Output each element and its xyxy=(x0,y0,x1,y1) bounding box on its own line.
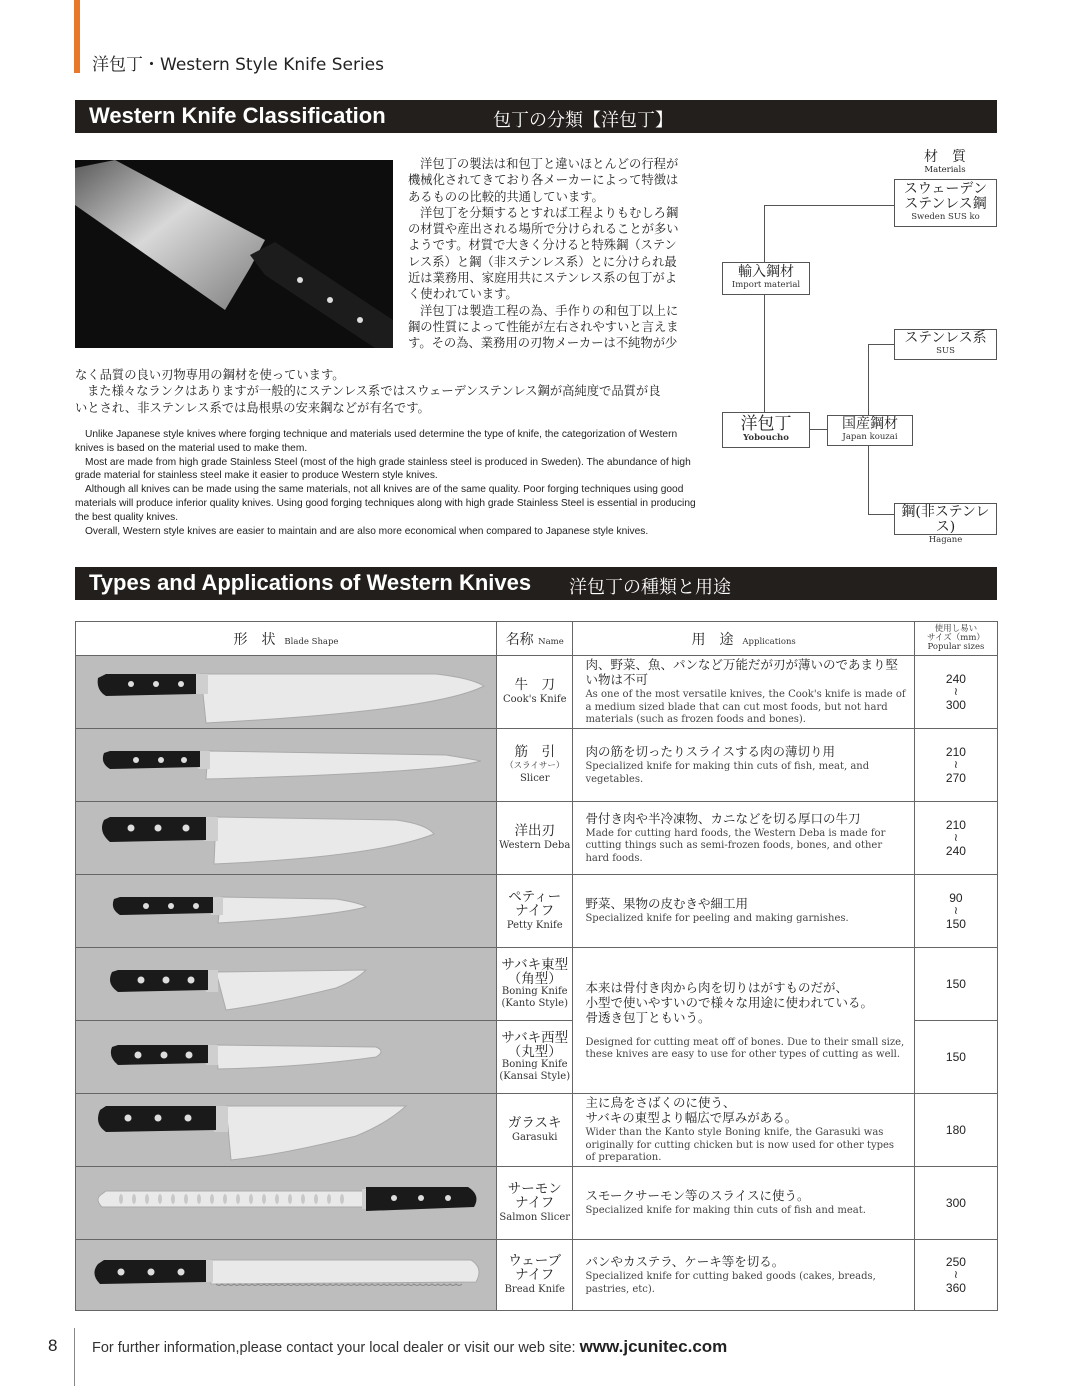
name-jp1: サーモン xyxy=(507,1181,562,1197)
table-row xyxy=(76,1167,998,1240)
app-jp3: 骨透き包丁ともいう。 xyxy=(585,1009,711,1025)
knife-size xyxy=(914,656,997,729)
table-row xyxy=(76,1240,998,1311)
jp-line: 機械化されてきており各メーカーによって特徴は xyxy=(408,173,679,188)
jp-line: く使われています。 xyxy=(408,287,518,302)
knife-shape-garasuki xyxy=(76,1094,497,1167)
header-shape-jp: 形 状 xyxy=(233,631,276,648)
name-en2: (Kanto Style) xyxy=(501,998,568,1009)
name-en1: Boning Knife xyxy=(501,1059,568,1070)
knife-name xyxy=(497,1094,573,1167)
header-name-en: Name xyxy=(538,636,564,647)
knife-application xyxy=(573,729,914,802)
knife-shape-slicer xyxy=(76,729,497,802)
knife-name xyxy=(497,1167,573,1240)
knife-application xyxy=(573,1094,914,1167)
table-row xyxy=(76,1094,998,1167)
size-value: 180 xyxy=(945,1123,966,1137)
name-en1: Boning Knife xyxy=(501,986,568,997)
name-en: Bread Knife xyxy=(504,1284,565,1295)
jp-line: 洋包丁は製造工程の為、手作りの和包丁以上に xyxy=(420,303,679,318)
knife-size xyxy=(914,802,997,875)
name-jp2: （角型） xyxy=(507,971,562,987)
header-app xyxy=(573,622,914,656)
knife-size xyxy=(914,729,997,802)
knife-name xyxy=(497,729,573,802)
app-jp: パンやカステラ、ケーキ等を切る。 xyxy=(585,1254,785,1269)
header-size xyxy=(914,622,997,656)
name-en: Western Deba xyxy=(499,840,571,851)
jp-line: また様々なランクはありますが一般的にステンレス系ではスウェーデンステンレス鋼が高純度で品質が良 xyxy=(87,384,661,399)
yoboucho-en: Yoboucho xyxy=(743,433,789,443)
table-header-row xyxy=(76,622,998,656)
size-min: 210 xyxy=(945,745,966,759)
name-sub: （スライサー） xyxy=(505,761,565,771)
size-value: 150 xyxy=(945,1050,966,1064)
jp-line: 洋包丁を分類するとすれば工程よりもむしろ鋼 xyxy=(420,205,679,220)
jp-line: なく品質の良い刃物専用の鋼材を使っています。 xyxy=(75,368,345,382)
app-jp: 肉の筋を切ったりスライスする肉の薄切り用 xyxy=(585,744,835,759)
name-en: Petty Knife xyxy=(506,920,563,931)
app-jp1: 本来は骨付き肉から肉を切りはがすものだが、 xyxy=(585,979,848,995)
stainless-en: SUS xyxy=(936,346,955,356)
japan-en: Japan kouzai xyxy=(842,432,898,442)
knife-application xyxy=(573,802,914,875)
name-en: Slicer xyxy=(519,773,550,784)
app-en: Made for cutting hard foods, the Western Deba is made for cutting things such as semi-frozen foods, bones, and other hard foods. xyxy=(585,827,886,864)
name-jp1: ペティー xyxy=(508,889,562,905)
header-name-jp: 名称 xyxy=(505,631,534,648)
app-jp1: 主に鳥をさばくのに使う、 xyxy=(585,1095,736,1111)
section-header-types xyxy=(75,567,997,600)
table-row xyxy=(76,875,998,948)
size-value: 300 xyxy=(945,1196,966,1210)
knife-application xyxy=(573,1240,914,1311)
size-tilde: ≀ xyxy=(953,905,958,917)
knife-name xyxy=(497,948,573,1021)
section-title-en: Types and Applications of Western Knives xyxy=(89,570,532,595)
app-en: Specialized knife for making thin cuts of fish and meat. xyxy=(585,1205,866,1217)
knife-size xyxy=(914,1094,997,1167)
size-max: 300 xyxy=(945,698,966,712)
japan-box xyxy=(827,415,913,446)
name-jp: 洋出刃 xyxy=(514,823,555,839)
app-jp2: 小型で使いやすいので様々な用途に使われている。 xyxy=(585,994,873,1010)
import-en: Import material xyxy=(731,280,801,290)
en-para-line: Most are made from high grade Stainless Steel (most of the high grade stainless steel is produced in Sweden). The abundance of high grade material for stainless steel make it easier to produce Western style knives. xyxy=(75,456,691,482)
jp-line: あるものの比較的共通しています。 xyxy=(408,189,604,204)
name-jp1: サバキ西型 xyxy=(501,1030,569,1046)
knife-shape-boning-kanto xyxy=(76,948,497,1021)
header-shape-en: Blade Shape xyxy=(284,636,339,647)
import-box xyxy=(722,262,810,295)
hagane-en: Hagane xyxy=(928,535,963,545)
knife-size xyxy=(914,948,997,1021)
size-min: 90 xyxy=(949,891,963,905)
header-app-en: Applications xyxy=(742,636,796,647)
app-jp: 野菜、果物の皮むきや細工用 xyxy=(585,896,748,912)
knife-name xyxy=(497,802,573,875)
name-jp2: ナイフ xyxy=(515,1267,555,1283)
app-jp2: サバキの東型より幅広で厚みがある。 xyxy=(585,1110,798,1126)
jp-line: す。その為、業務用の刃物メーカーは不純物が少 xyxy=(408,336,678,351)
materials-label xyxy=(895,150,995,175)
japan-jp: 国産鋼材 xyxy=(842,416,898,432)
knife-shape-bread xyxy=(76,1240,497,1311)
knife-size xyxy=(914,1167,997,1240)
connector-line xyxy=(868,514,895,515)
sweden-jp1: スウェーデン xyxy=(903,181,988,197)
table-row xyxy=(76,656,998,729)
knife-size xyxy=(914,875,997,948)
section-title-jp: 包丁の分類【洋包丁】 xyxy=(493,110,673,131)
app-jp: 骨付き肉や半冷凍物、カニなどを切る厚口の牛刀 xyxy=(585,810,861,826)
series-title: 洋包丁・Western Style Knife Series xyxy=(92,55,384,75)
knife-shape-cooks xyxy=(76,656,497,729)
name-jp: 牛 刀 xyxy=(514,677,555,693)
en-para-line: Overall, Western style knives are easier to maintain and are also more economical when compared to Japanese style knives. xyxy=(85,525,649,537)
sweden-box xyxy=(894,179,997,227)
size-max: 240 xyxy=(945,844,966,858)
footer-divider xyxy=(74,1328,75,1386)
jp-line: いとされ、非ステンレス系では島根県の安来鋼などが有名です。 xyxy=(75,400,430,415)
footer-contact-text: For further information,please contact your local dealer or visit our web site: xyxy=(92,1340,576,1356)
jp-line: ようです。材質で大きく分けると特殊鋼（ステン xyxy=(408,238,677,253)
connector-line xyxy=(764,205,894,206)
table-row xyxy=(76,729,998,802)
knife-shape-salmon xyxy=(76,1167,497,1240)
connector-line xyxy=(868,344,895,345)
name-en: Cook's Knife xyxy=(502,694,567,705)
knife-shape-petty xyxy=(76,875,497,948)
size-min: 250 xyxy=(945,1255,966,1269)
knife-application xyxy=(573,1167,914,1240)
knife-size xyxy=(914,1240,997,1311)
knife-name xyxy=(497,875,573,948)
knife-size xyxy=(914,1021,997,1094)
knife-shape-boning-kansai xyxy=(76,1021,497,1094)
connector-line xyxy=(764,205,765,263)
materials-label-jp: 材 質 xyxy=(924,149,966,165)
size-max: 360 xyxy=(945,1281,966,1295)
app-en: Specialized knife for cutting baked goods (cakes, breads, pastries, etc). xyxy=(585,1271,876,1295)
jp-line: レス系）と鋼（非ステンレス系）とに分けられ最 xyxy=(408,254,677,269)
sweden-en: Sweden SUS ko xyxy=(911,212,980,222)
name-jp: ガラスキ xyxy=(507,1115,562,1131)
jp-line: 鋼の性質によって性能が左右されやすいと言えま xyxy=(408,319,679,334)
size-value: 150 xyxy=(945,977,966,991)
name-en: Salmon Slicer xyxy=(499,1212,571,1223)
jp-line: 近は業務用、家庭用共にステンレス系の包丁がよ xyxy=(408,271,677,286)
knife-application xyxy=(573,875,914,948)
app-en: Designed for cutting meat off of bones. Due to their small size, these knives are easy to use for other types of cutting as well. xyxy=(585,1036,905,1060)
section-title-jp: 洋包丁の種類と用途 xyxy=(569,577,731,598)
stainless-jp: ステンレス系 xyxy=(904,330,987,346)
hagane-jp: 鋼(非ステンレス) xyxy=(901,504,990,535)
name-jp1: ウェーブ xyxy=(508,1253,562,1269)
name-jp2: （丸型） xyxy=(507,1044,562,1060)
size-min: 210 xyxy=(945,818,966,832)
header-name xyxy=(497,622,573,656)
knife-name xyxy=(497,1240,573,1311)
page-number: 8 xyxy=(48,1336,58,1355)
table-row xyxy=(76,948,998,1021)
header-app-jp: 用 途 xyxy=(691,631,734,648)
header-shape xyxy=(76,622,497,656)
name-jp2: ナイフ xyxy=(515,903,555,919)
connector-line xyxy=(764,293,765,413)
app-en: Specialized knife for peeling and making garnishes. xyxy=(585,913,849,925)
yoboucho-jp: 洋包丁 xyxy=(740,414,792,434)
header-size-en: Popular sizes xyxy=(927,642,985,652)
materials-label-en: Materials xyxy=(924,165,966,175)
en-para-line: Although all knives can be made using the same materials, not all knives are of the same quality. Poor forging techniques using good materials will produce inferior quality knives. Using good forging techniques along with high grade Stainless Steel is essential in producing the best quality knives. xyxy=(75,484,696,523)
knife-name xyxy=(497,1021,573,1094)
size-tilde: ≀ xyxy=(953,1269,958,1281)
sweden-jp2: ステンレス鋼 xyxy=(904,196,987,212)
import-jp: 輸入鋼材 xyxy=(738,264,794,280)
app-en: As one of the most versatile knives, the Cook's knife is made of a medium sized blade that can cut most foods, but not hard materials (such as frozen foods and bones). xyxy=(585,689,906,726)
table-row xyxy=(76,802,998,875)
app-jp: スモークサーモン等のスライスに使う。 xyxy=(585,1188,810,1204)
name-en2: (Kansai Style) xyxy=(499,1071,571,1082)
knife-shape-deba xyxy=(76,802,497,875)
app-en: Wider than the Kanto style Boning knife, the Garasuki was originally for cutting chicken but is now used for other types of preparation. xyxy=(585,1127,895,1164)
name-jp2: ナイフ xyxy=(515,1195,555,1211)
header-size-jp2: サイズ（mm） xyxy=(926,633,985,643)
name-en: Garasuki xyxy=(511,1132,558,1143)
knife-application-boning xyxy=(573,948,914,1094)
name-jp: 筋 引 xyxy=(514,744,555,760)
classification-diagram xyxy=(0,0,1071,560)
app-en: Specialized knife for making thin cuts of fish, meat, and vegetables. xyxy=(585,761,870,785)
stainless-box xyxy=(894,329,997,360)
knife-application xyxy=(573,656,914,729)
size-tilde: ≀ xyxy=(953,832,958,844)
header-size-jp1: 使用し易い xyxy=(934,624,978,634)
app-jp: 肉、野菜、魚、パンなど万能だが刃が薄いのであまり堅い物は不可 xyxy=(585,657,898,688)
jp-line: の材質や産出される場所で分けられることが多い xyxy=(408,222,679,237)
size-max: 150 xyxy=(945,917,966,931)
size-min: 240 xyxy=(945,672,966,686)
size-max: 270 xyxy=(945,771,966,785)
en-para-line: Unlike Japanese style knives where forging technique and materials used determine the type of knife, the categorization of Western knives is based on the material used to make them. xyxy=(75,429,678,454)
hagane-box xyxy=(894,503,997,545)
website-link[interactable]: www.jcunitec.com xyxy=(579,1337,728,1356)
knife-types-table xyxy=(75,621,998,1311)
knife-name xyxy=(497,656,573,729)
size-tilde: ≀ xyxy=(953,759,958,771)
name-jp1: サバキ東型 xyxy=(501,957,569,973)
section-title-en: Western Knife Classification xyxy=(89,103,386,128)
jp-line: 洋包丁の製法は和包丁と違いほとんどの行程が xyxy=(420,157,679,171)
yoboucho-box xyxy=(722,412,810,448)
connector-line xyxy=(808,429,827,430)
size-tilde: ≀ xyxy=(953,686,958,698)
footer-text xyxy=(92,1337,727,1357)
